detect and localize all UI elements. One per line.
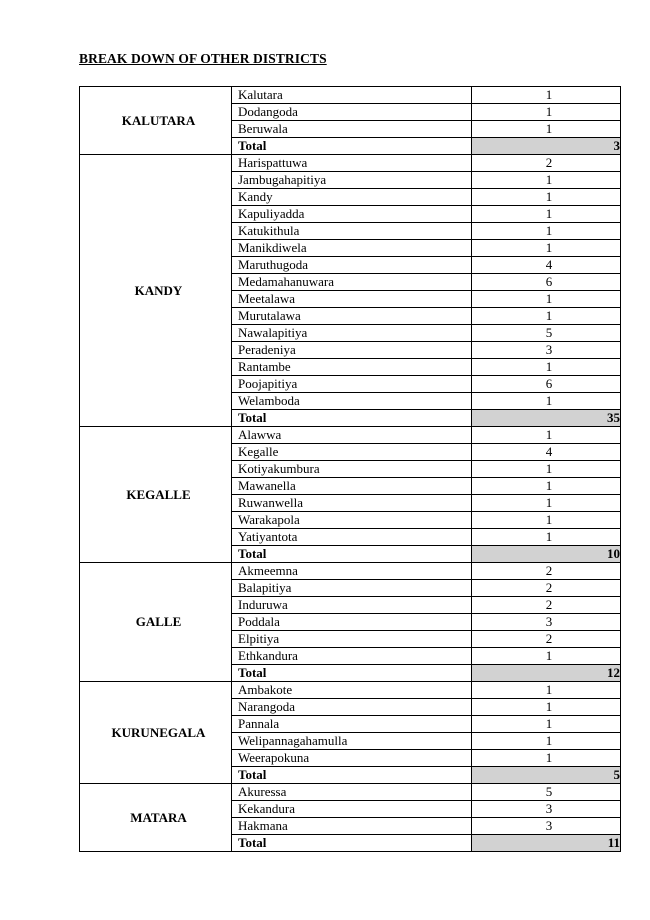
place-name-cell: Weerapokuna — [232, 750, 472, 767]
table-row — [80, 784, 621, 801]
count-cell: 1 — [472, 240, 621, 257]
place-name-cell: Kandy — [232, 189, 472, 206]
district-name-cell: KURUNEGALA — [80, 682, 232, 784]
district-name-cell: KALUTARA — [80, 87, 232, 155]
table-row — [80, 87, 621, 104]
count-cell: 1 — [472, 478, 621, 495]
count-cell: 2 — [472, 155, 621, 172]
place-name-cell: Peradeniya — [232, 342, 472, 359]
place-name-cell: Mawanella — [232, 478, 472, 495]
place-name-cell: Jambugahapitiya — [232, 172, 472, 189]
place-name-cell: Manikdiwela — [232, 240, 472, 257]
count-cell: 3 — [472, 342, 621, 359]
place-name-cell: Akmeemna — [232, 563, 472, 580]
district-breakdown-table — [79, 86, 621, 852]
place-name-cell: Narangoda — [232, 699, 472, 716]
total-value-cell: 11 — [472, 835, 621, 852]
count-cell: 1 — [472, 495, 621, 512]
count-cell: 5 — [472, 784, 621, 801]
count-cell: 1 — [472, 512, 621, 529]
place-name-cell: Harispattuwa — [232, 155, 472, 172]
count-cell: 1 — [472, 189, 621, 206]
count-cell: 1 — [472, 648, 621, 665]
place-name-cell: Ambakote — [232, 682, 472, 699]
place-name-cell: Induruwa — [232, 597, 472, 614]
table-row — [80, 563, 621, 580]
place-name-cell: Dodangoda — [232, 104, 472, 121]
place-name-cell: Medamahanuwara — [232, 274, 472, 291]
total-label-cell: Total — [232, 767, 472, 784]
count-cell: 5 — [472, 325, 621, 342]
district-name-cell: GALLE — [80, 563, 232, 682]
count-cell: 4 — [472, 257, 621, 274]
place-name-cell: Beruwala — [232, 121, 472, 138]
count-cell: 2 — [472, 580, 621, 597]
total-label-cell: Total — [232, 665, 472, 682]
place-name-cell: Kotiyakumbura — [232, 461, 472, 478]
place-name-cell: Akuressa — [232, 784, 472, 801]
total-value-cell: 12 — [472, 665, 621, 682]
total-label-cell: Total — [232, 835, 472, 852]
place-name-cell: Ethkandura — [232, 648, 472, 665]
district-name-cell: MATARA — [80, 784, 232, 852]
place-name-cell: Ruwanwella — [232, 495, 472, 512]
count-cell: 1 — [472, 427, 621, 444]
place-name-cell: Yatiyantota — [232, 529, 472, 546]
total-value-cell: 5 — [472, 767, 621, 784]
total-label-cell: Total — [232, 410, 472, 427]
table-row — [80, 682, 621, 699]
count-cell: 6 — [472, 376, 621, 393]
count-cell: 3 — [472, 801, 621, 818]
count-cell: 1 — [472, 291, 621, 308]
table-row — [80, 155, 621, 172]
place-name-cell: Welamboda — [232, 393, 472, 410]
count-cell: 6 — [472, 274, 621, 291]
place-name-cell: Alawwa — [232, 427, 472, 444]
count-cell: 2 — [472, 563, 621, 580]
total-value-cell: 3 — [472, 138, 621, 155]
count-cell: 2 — [472, 597, 621, 614]
count-cell: 3 — [472, 614, 621, 631]
table-row — [80, 427, 621, 444]
count-cell: 1 — [472, 716, 621, 733]
count-cell: 1 — [472, 750, 621, 767]
count-cell: 4 — [472, 444, 621, 461]
count-cell: 1 — [472, 359, 621, 376]
count-cell: 1 — [472, 461, 621, 478]
count-cell: 3 — [472, 818, 621, 835]
place-name-cell: Kegalle — [232, 444, 472, 461]
total-value-cell: 10 — [472, 546, 621, 563]
page-title: BREAK DOWN OF OTHER DISTRICTS — [79, 51, 327, 66]
count-cell: 1 — [472, 699, 621, 716]
place-name-cell: Elpitiya — [232, 631, 472, 648]
place-name-cell: Katukithula — [232, 223, 472, 240]
district-name-cell: KEGALLE — [80, 427, 232, 563]
table-body — [80, 87, 621, 852]
count-cell: 1 — [472, 206, 621, 223]
place-name-cell: Rantambe — [232, 359, 472, 376]
count-cell: 1 — [472, 529, 621, 546]
place-name-cell: Warakapola — [232, 512, 472, 529]
place-name-cell: Welipannagahamulla — [232, 733, 472, 750]
place-name-cell: Kekandura — [232, 801, 472, 818]
place-name-cell: Meetalawa — [232, 291, 472, 308]
place-name-cell: Maruthugoda — [232, 257, 472, 274]
count-cell: 1 — [472, 393, 621, 410]
count-cell: 1 — [472, 308, 621, 325]
count-cell: 1 — [472, 733, 621, 750]
count-cell: 1 — [472, 87, 621, 104]
total-value-cell: 35 — [472, 410, 621, 427]
place-name-cell: Nawalapitiya — [232, 325, 472, 342]
district-name-cell: KANDY — [80, 155, 232, 427]
place-name-cell: Balapitiya — [232, 580, 472, 597]
place-name-cell: Poojapitiya — [232, 376, 472, 393]
place-name-cell: Kalutara — [232, 87, 472, 104]
count-cell: 1 — [472, 172, 621, 189]
place-name-cell: Hakmana — [232, 818, 472, 835]
count-cell: 1 — [472, 223, 621, 240]
count-cell: 1 — [472, 682, 621, 699]
count-cell: 1 — [472, 104, 621, 121]
total-label-cell: Total — [232, 546, 472, 563]
count-cell: 1 — [472, 121, 621, 138]
place-name-cell: Kapuliyadda — [232, 206, 472, 223]
place-name-cell: Murutalawa — [232, 308, 472, 325]
total-label-cell: Total — [232, 138, 472, 155]
count-cell: 2 — [472, 631, 621, 648]
place-name-cell: Pannala — [232, 716, 472, 733]
place-name-cell: Poddala — [232, 614, 472, 631]
